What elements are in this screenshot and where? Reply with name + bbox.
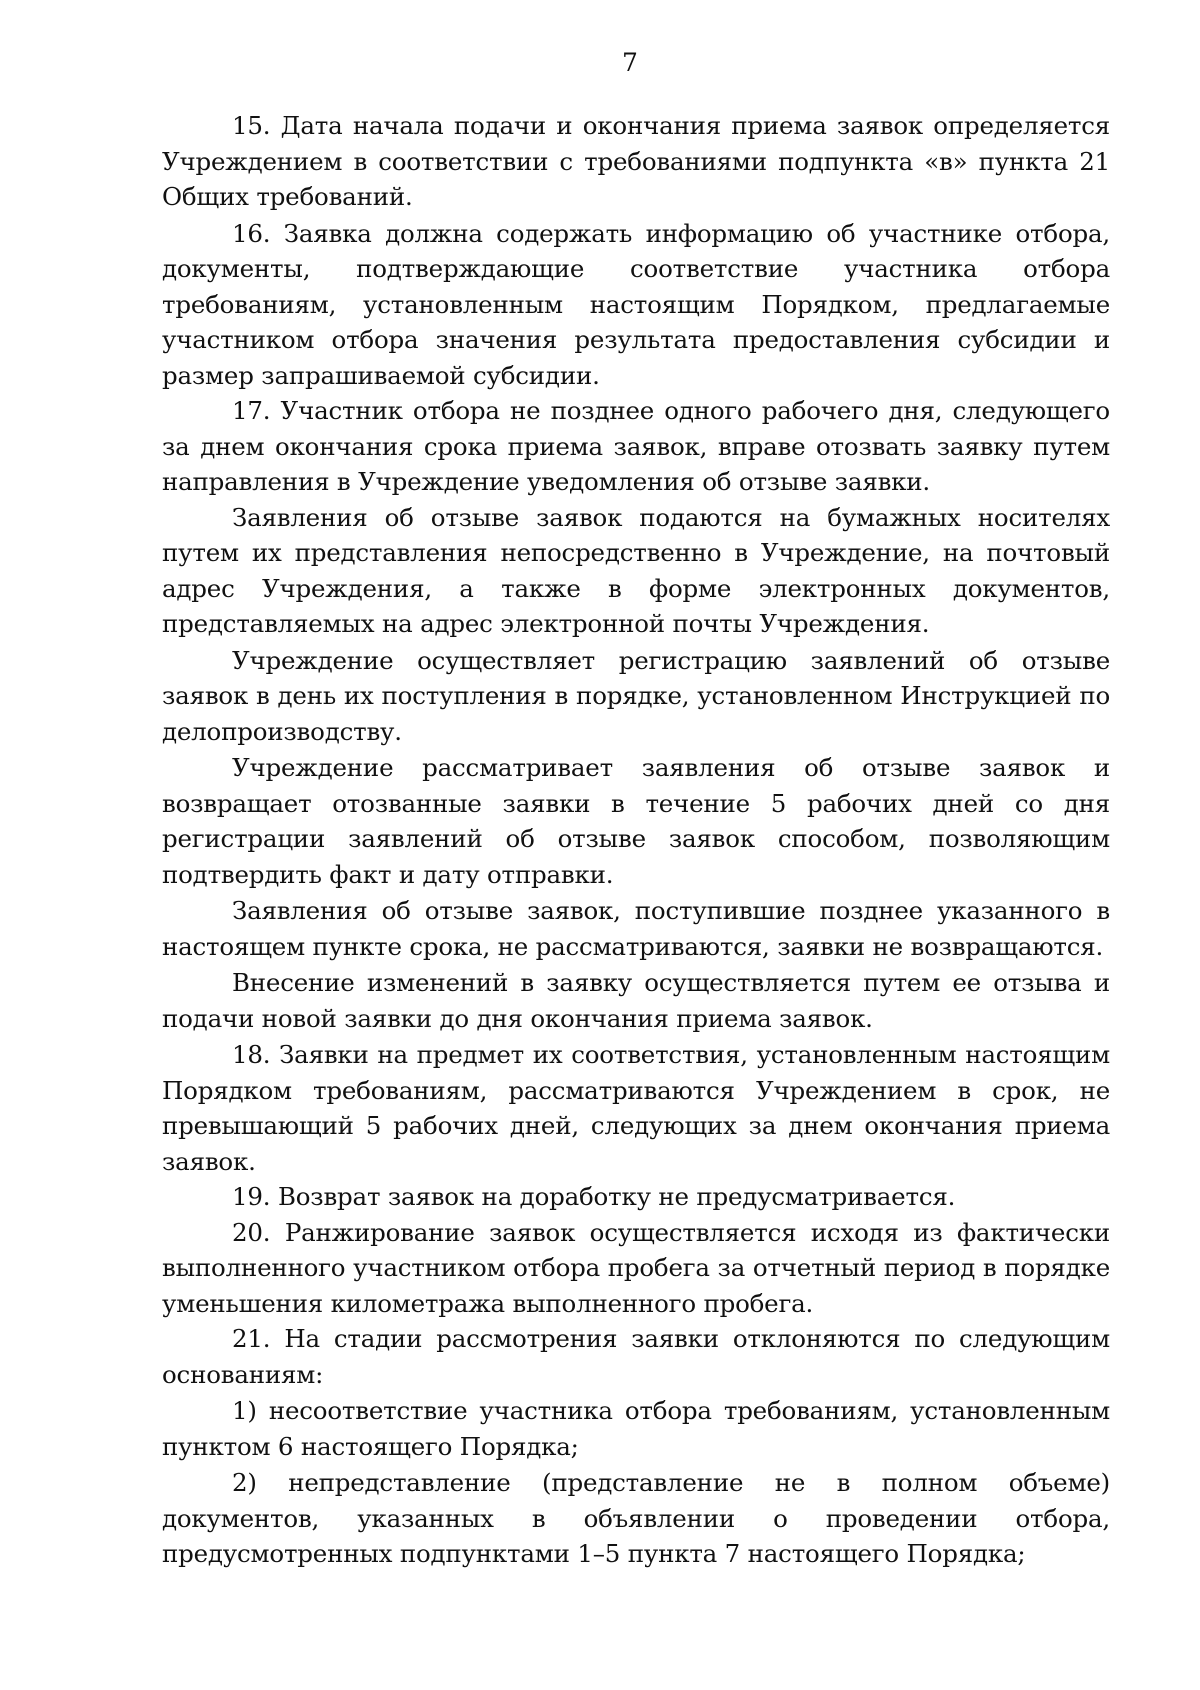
paragraph-15: 15. Дата начала подачи и окончания приема заявок определяется Учреждением в соответствии с требованиями подпункта «в» пункта 21 Общих требований. [162,111,1110,211]
paragraph-17-registration: Учреждение осуществляет регистрацию заявлений об отзыве заявок в день их поступления в порядке, установленном Инструкцией по делопроизводству. [162,645,1110,746]
paragraph-21-item-2: 2) непредставление (представление не в полном объеме) документов, указанных в объявлении о проведении отбора, предусмотренных подпунктами 1–5 пункта 7 настоящего Порядка; [162,1468,1110,1568]
paragraph-19: 19. Возврат заявок на доработку не предусматривается. [232,1182,956,1211]
document-body [162,108,1110,1572]
paragraph-17-review: Учреждение рассматривает заявления об отзыве заявок и возвращает отозванные заявки в течение 5 рабочих дней со дня регистрации заявлений об отзыве заявок способом, позволяющим подтвердить факт и дату отправки. [162,753,1110,889]
paragraph-17-late-withdrawals: Заявления об отзыве заявок, поступившие позднее указанного в настоящем пункте срока, не рассматриваются, заявки не возвращаются. [162,896,1110,961]
page-number: 7 [622,48,638,77]
paragraph-21: 21. На стадии рассмотрения заявки отклоняются по следующим основаниям: [162,1324,1110,1389]
paragraph-21-item-1: 1) несоответствие участника отбора требованиям, установленным пунктом 6 настоящего Порядка; [162,1396,1110,1461]
paragraph-17-withdrawal-submission: Заявления об отзыве заявок подаются на бумажных носителях путем их представления непосредственно в Учреждение, на почтовый адрес Учреждения, а также в форме электронных документов, представляемых на адрес электронной почты Учреждения. [162,502,1110,638]
paragraph-16: 16. Заявка должна содержать информацию об участнике отбора, документы, подтверждающие соответствие участника отбора требованиям, установленным настоящим Порядком, предлагаемые участником отбора значения результата предоставления субсидии и размер запрашиваемой субсидии. [162,218,1110,390]
paragraph-17: 17. Участник отбора не позднее одного рабочего дня, следующего за днем окончания срока приема заявок, вправе отозвать заявку путем направления в Учреждение уведомления об отзыве заявки. [162,396,1110,496]
paragraph-20: 20. Ранжирование заявок осуществляется исходя из фактически выполненного участником отбора пробега за отчетный период в порядке уменьшения километража выполненного пробега. [162,1217,1110,1318]
paragraph-17-changes: Внесение изменений в заявку осуществляется путем ее отзыва и подачи новой заявки до дня окончания приема заявок. [162,968,1110,1033]
paragraph-18: 18. Заявки на предмет их соответствия, установленным настоящим Порядком требованиям, рассматриваются Учреждением в срок, не превышающий 5 рабочих дней, следующих за днем окончания приема заявок. [162,1040,1110,1176]
